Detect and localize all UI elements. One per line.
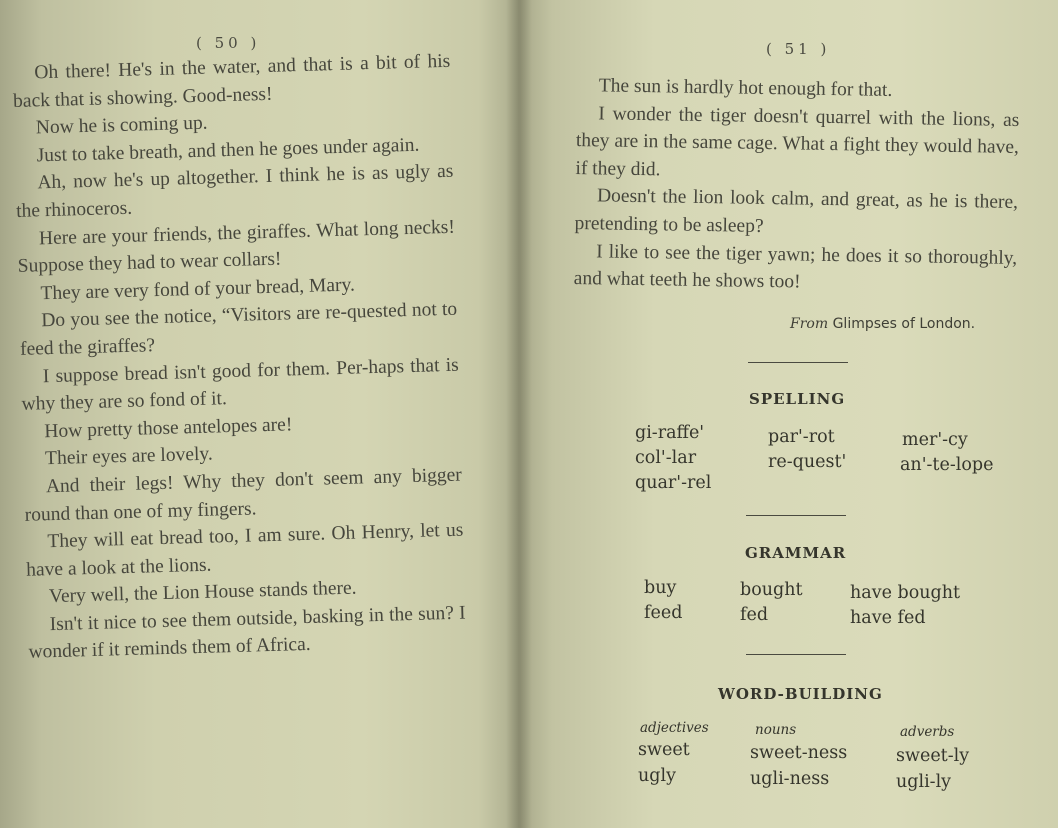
- page-number-left: ( 50 ): [196, 34, 261, 52]
- paragraph: They will eat bread too, I am sure. Oh Henry, let us have a look at the lions.: [25, 519, 464, 581]
- paragraph: Here are your friends, the giraffes. What long necks! Suppose they had to wear collars!: [17, 216, 456, 278]
- source-citation: [790, 316, 975, 332]
- spelling-word: gi-raffe': [635, 423, 705, 443]
- word-building-cell: ugli-ly: [896, 772, 952, 792]
- grammar-cell: fed: [740, 605, 769, 625]
- paragraph: I wonder the tiger doesn't quarrel with the lions, as they are in the same cage. What a fight they would have, if they did.: [575, 102, 1020, 181]
- paragraph: The sun is hardly hot enough for that.: [598, 75, 893, 101]
- paragraph: Their eyes are lovely.: [44, 443, 214, 470]
- source-prefix: From: [790, 316, 829, 332]
- paragraph: Ah, now he's up altogether. I think he is as ugly as the rhinoceros.: [15, 161, 454, 222]
- paragraph: Do you see the notice, “Visitors are re-quested not to feed the giraffes?: [19, 299, 458, 360]
- word-building-cell: ugly: [638, 766, 676, 786]
- divider: [746, 654, 846, 655]
- grammar-cell: feed: [644, 603, 683, 623]
- grammar-cell: have bought: [850, 583, 961, 603]
- spelling-word: mer'-cy: [902, 430, 968, 450]
- spelling-word: an'-te-lope: [900, 455, 994, 475]
- paragraph: Isn't it nice to see them outside, basking in the sun? I wonder if it reminds them of Africa.: [28, 602, 466, 664]
- spelling-heading: SPELLING: [749, 390, 846, 408]
- word-building-cell: sweet-ness: [750, 743, 848, 763]
- divider: [746, 515, 846, 516]
- paragraph: I suppose bread isn't good for them. Per-haps that is why they are so fond of it.: [21, 354, 459, 415]
- paragraph: How pretty those antelopes are!: [44, 414, 293, 442]
- paragraph: Oh there! He's in the water, and that is a bit of his back that is showing. Good-ness!: [12, 50, 451, 112]
- grammar-cell: bought: [740, 580, 803, 600]
- paragraph: And their legs! Why they don't seem any bigger round than one of my fingers.: [24, 464, 463, 526]
- spelling-word: col'-lar: [635, 448, 697, 468]
- paragraph: Just to take breath, and then he goes under again.: [36, 134, 420, 167]
- column-label: adverbs: [900, 724, 955, 740]
- left-page-text: [12, 48, 467, 667]
- grammar-cell: have fed: [850, 608, 926, 628]
- book-gutter: [506, 0, 532, 828]
- source-title: Glimpses of London.: [832, 316, 976, 332]
- left-page: [0, 0, 520, 828]
- paragraph: They are very fond of your bread, Mary.: [40, 274, 356, 305]
- spelling-word: quar'-rel: [635, 473, 712, 493]
- paragraph: I like to see the tiger yawn; he does it so thoroughly, and what teeth he shows too!: [573, 240, 1018, 293]
- right-page-text: [574, 72, 1020, 300]
- column-label: nouns: [755, 722, 797, 738]
- right-page: [520, 0, 1058, 828]
- word-building-cell: sweet-ly: [896, 746, 970, 766]
- word-building-cell: ugli-ness: [750, 769, 830, 789]
- word-building-heading: WORD-BUILDING: [718, 685, 883, 703]
- spelling-word: par'-rot: [768, 427, 835, 447]
- paragraph: Now he is coming up.: [35, 112, 208, 139]
- word-building-cell: sweet: [638, 740, 690, 760]
- divider: [748, 362, 848, 363]
- column-label: adjectives: [640, 720, 709, 736]
- page-number-right: ( 51 ): [766, 40, 831, 58]
- paragraph: Doesn't the lion look calm, and great, as he is there, pretending to be asleep?: [574, 185, 1019, 237]
- spelling-word: re-quest': [768, 452, 847, 472]
- grammar-heading: GRAMMAR: [745, 544, 847, 562]
- paragraph: Very well, the Lion House stands there.: [48, 577, 357, 608]
- grammar-cell: buy: [644, 578, 677, 598]
